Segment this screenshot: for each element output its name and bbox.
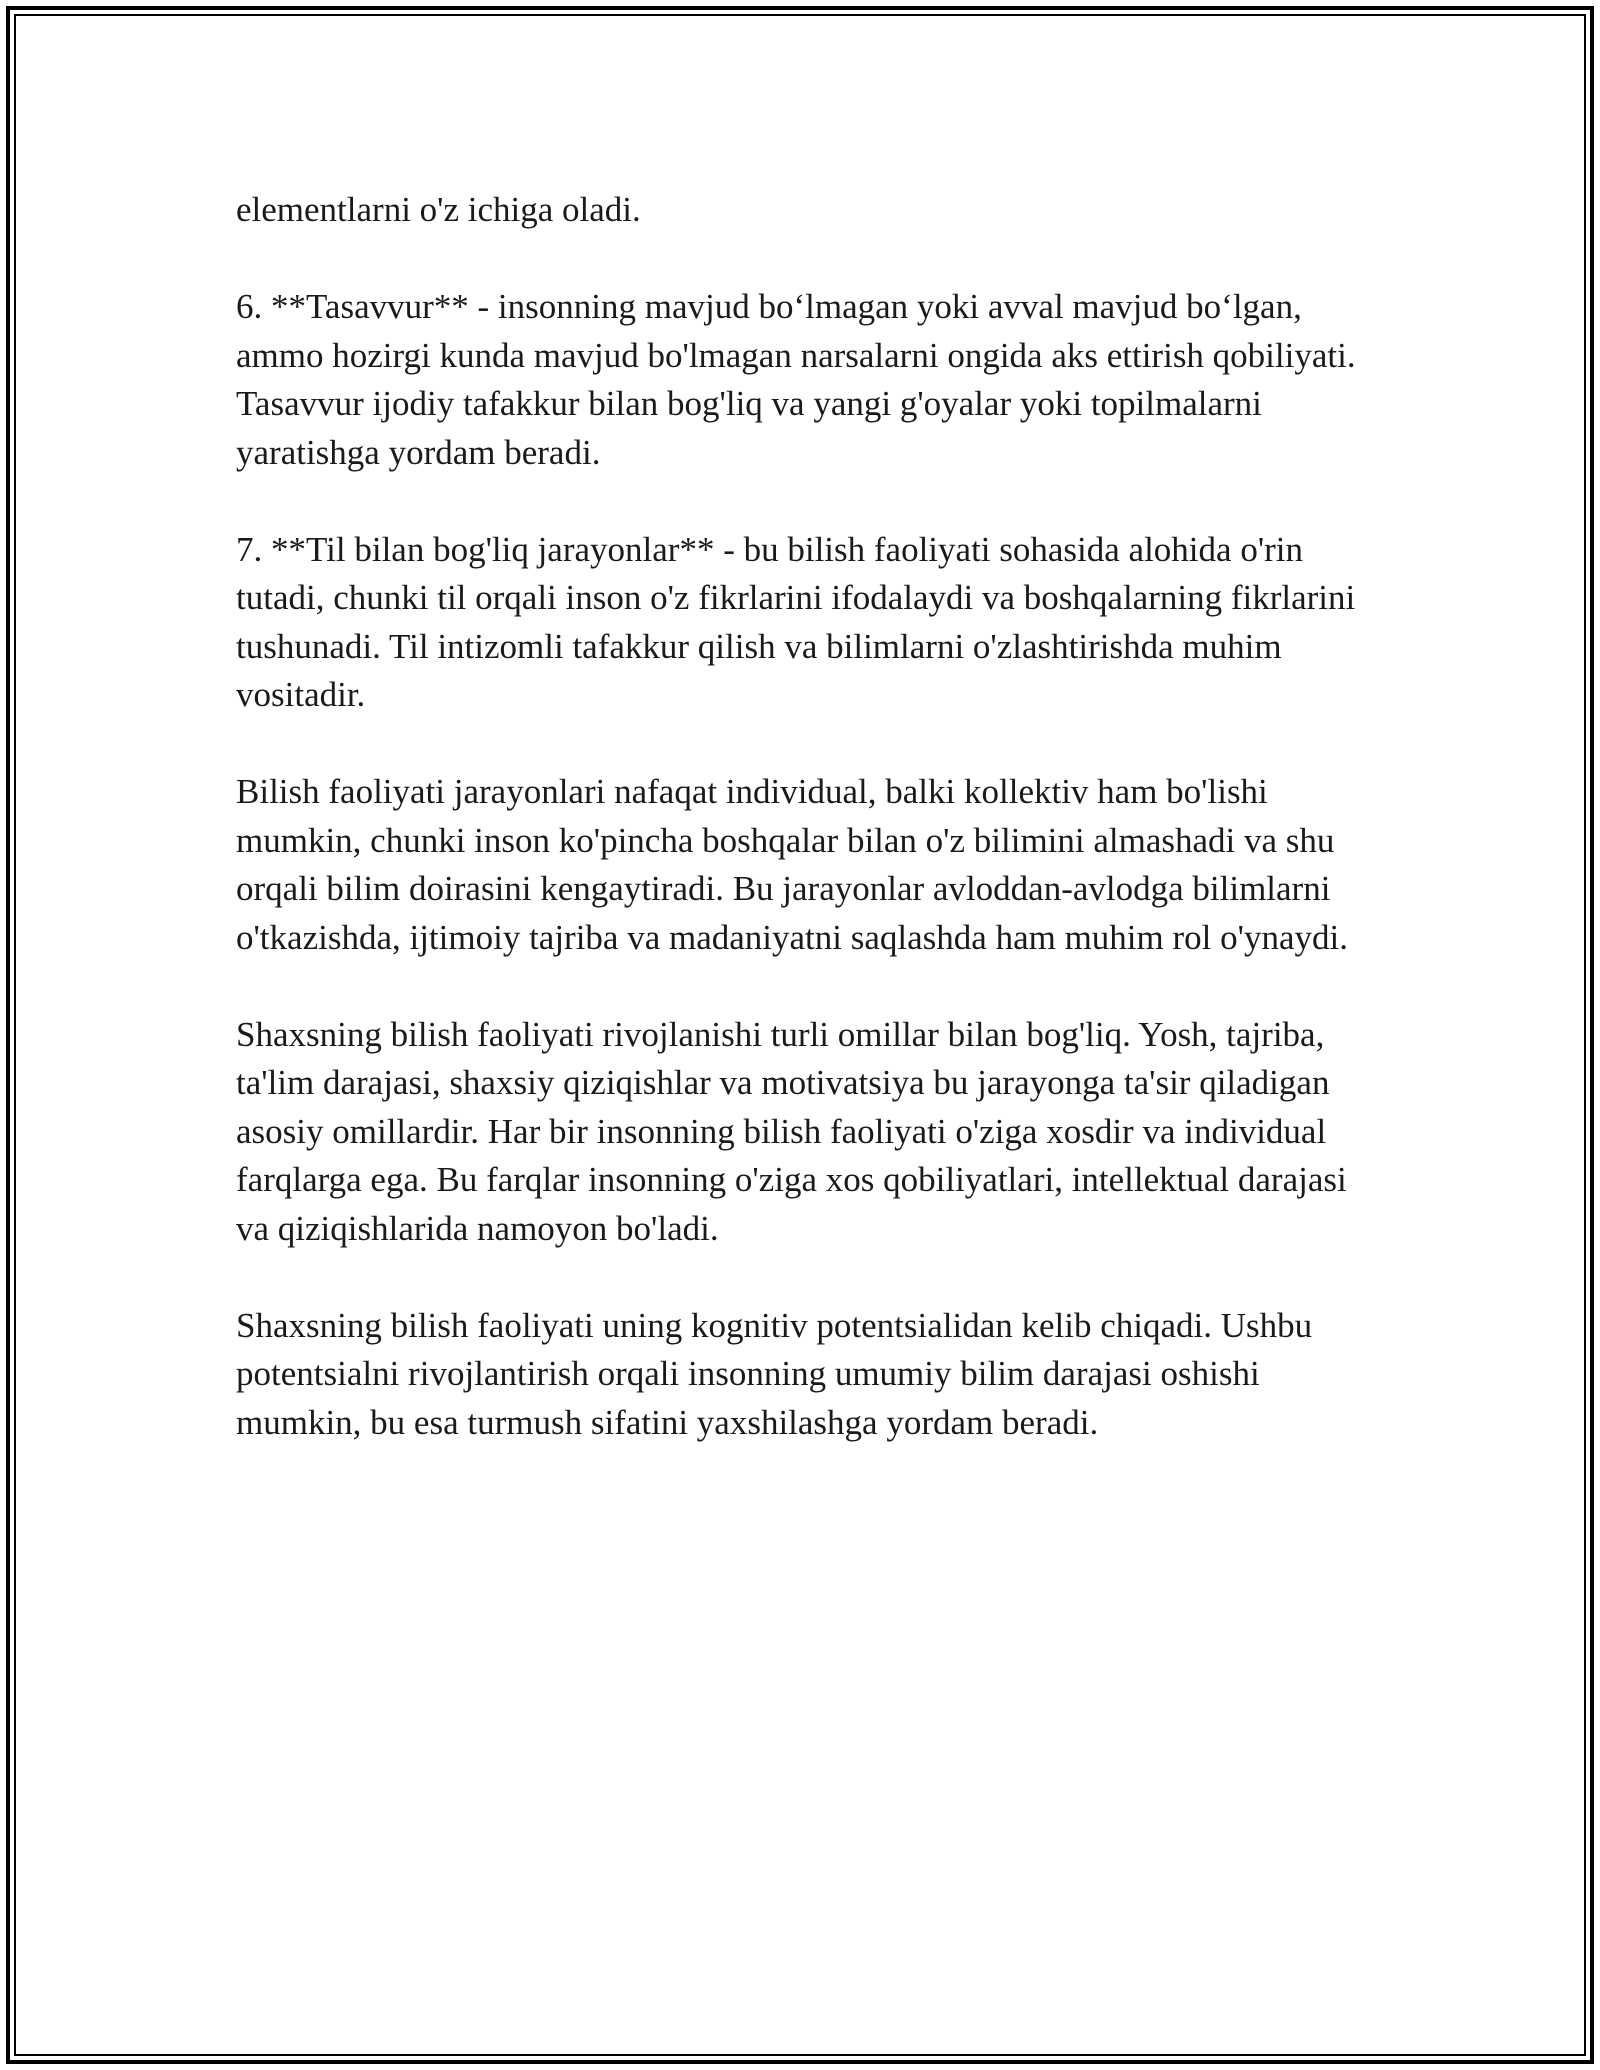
paragraph-item-7-til: 7. **Til bilan bog'liq jarayonlar** - bu bilish faoliyati sohasida alohida o'rin tutadi, chunki til orqali inson o'z fikrlarini ifodalaydi va boshqalarning fikrlarini tushunadi. Til intizomli tafakkur qilish va bilimlarni o'zlashtirishda muhim vositadir. (236, 529, 1356, 714)
paragraph-cognitive-potential: Shaxsning bilish faoliyati uning kognitiv potentsialidan kelib chiqadi. Ushbu potentsialni rivojlantirish orqali insonning umumiy bilim darajasi oshishi mumkin, bu esa turmush sifatini yaxshilashga yordam beradi. (236, 1305, 1313, 1442)
paragraph-continuation: elementlarni o'z ichiga oladi. (236, 190, 641, 229)
paragraph-development-factors: Shaxsning bilish faoliyati rivojlanishi turli omillar bilan bog'liq. Yosh, tajriba, ta'lim darajasi, shaxsiy qiziqishlar va motivatsiya bu jarayonga ta'sir qiladigan asosiy omillardir. Har bir insonning bilish faoliyati o'ziga xosdir va individual farqlarga ega. Bu farqlar insonning o'ziga xos qobiliyatlari, intellektual darajasi va qiziqishlarida namoyon bo'ladi. (236, 1014, 1347, 1248)
paragraph-collective-knowledge: Bilish faoliyati jarayonlari nafaqat individual, balki kollektiv ham bo'lishi mumkin, chunki inson ko'pincha boshqalar bilan o'z bilimini almashadi va shu orqali bilim doirasini kengaytiradi. Bu jarayonlar avloddan-avlodga bilimlarni o'tkazishda, ijtimoiy tajriba va madaniyatni saqlashda ham muhim rol o'ynaydi. (236, 772, 1348, 957)
document-body (236, 186, 1366, 1447)
paragraph-item-6-tasavvur: 6. **Tasavvur** - insonning mavjud bo‘lmagan yoki avval mavjud bo‘lgan, ammo hozirgi kunda mavjud bo'lmagan narsalarni ongida aks ettirish qobiliyati. Tasavvur ijodiy tafakkur bilan bog'liq va yangi g'oyalar yoki topilmalarni yaratishga yordam beradi. (236, 287, 1356, 472)
